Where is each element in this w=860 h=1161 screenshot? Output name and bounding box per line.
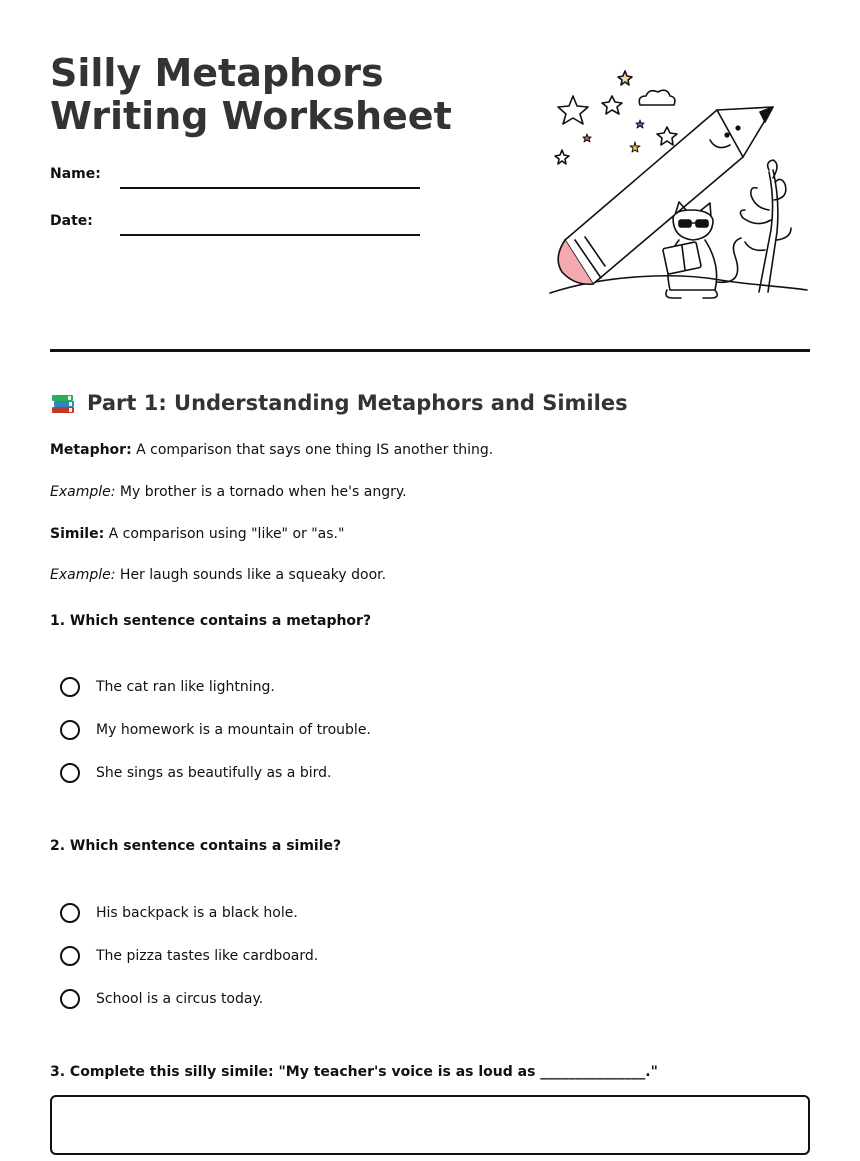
question-2-option-c[interactable] — [60, 989, 263, 1009]
name-field[interactable] — [120, 187, 420, 189]
page-title: Silly Metaphors Writing Worksheet — [50, 51, 452, 138]
option-label: The cat ran like lightning. — [96, 679, 275, 695]
question-2-prompt: 2. Which sentence contains a simile? — [50, 838, 342, 854]
simile-definition-text: A comparison using "like" or "as." — [104, 526, 345, 542]
simile-definition — [50, 526, 344, 542]
option-label: His backpack is a black hole. — [96, 905, 298, 921]
simile-example-label: Example: — [50, 567, 116, 583]
metaphor-term: Metaphor: — [50, 442, 132, 458]
metaphor-definition-text: A comparison that says one thing IS another thing. — [131, 442, 494, 458]
radio-button[interactable] — [60, 720, 80, 740]
radio-button[interactable] — [60, 989, 80, 1009]
question-1-option-a[interactable] — [60, 677, 275, 697]
question-1-prompt: 1. Which sentence contains a metaphor? — [50, 613, 372, 629]
metaphor-example-label: Example: — [50, 484, 116, 500]
radio-button[interactable] — [60, 946, 80, 966]
simile-example — [50, 567, 386, 583]
question-1-option-b[interactable] — [60, 720, 371, 740]
simile-term: Simile: — [50, 526, 105, 542]
option-label: School is a circus today. — [96, 991, 264, 1007]
name-label: Name: — [50, 166, 101, 182]
metaphor-example-text: My brother is a tornado when he's angry. — [115, 484, 407, 500]
question-3-answer-box[interactable] — [50, 1095, 810, 1155]
question-2-option-b[interactable] — [60, 946, 318, 966]
radio-button[interactable] — [60, 903, 80, 923]
simile-example-text: Her laugh sounds like a squeaky door. — [115, 567, 387, 583]
option-label: The pizza tastes like cardboard. — [96, 948, 319, 964]
radio-button[interactable] — [60, 677, 80, 697]
radio-button[interactable] — [60, 763, 80, 783]
question-2-option-a[interactable] — [60, 903, 298, 923]
section-title-text: Part 1: Understanding Metaphors and Similes — [87, 391, 628, 415]
section-title — [50, 390, 628, 416]
question-1-option-c[interactable] — [60, 763, 331, 783]
date-label: Date: — [50, 213, 93, 229]
question-3-prompt: 3. Complete this silly simile: "My teacher's voice is as loud as _______________." — [50, 1064, 658, 1080]
pencil-cat-illustration-icon — [545, 60, 810, 310]
metaphor-example — [50, 484, 407, 500]
books-icon — [50, 390, 76, 416]
option-label: My homework is a mountain of trouble. — [96, 722, 371, 738]
metaphor-definition — [50, 442, 493, 458]
section-divider — [50, 349, 810, 352]
option-label: She sings as beautifully as a bird. — [96, 765, 332, 781]
date-field[interactable] — [120, 234, 420, 236]
